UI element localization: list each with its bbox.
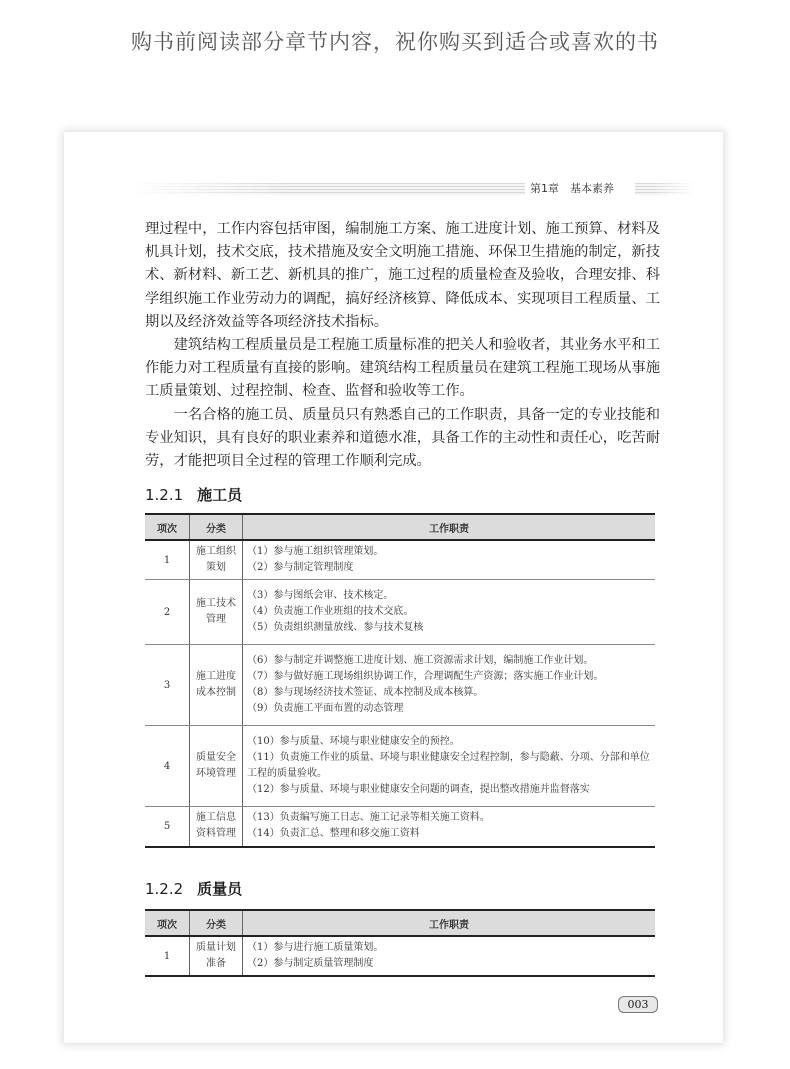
section-number: 1.2.1 [145, 486, 184, 504]
header-stripes-right [635, 183, 695, 195]
duty-item: （1）参与施工组织管理策划。 [247, 546, 384, 557]
duty-item: （13）负责编写施工日志、施工记录等相关施工资料。 [247, 812, 490, 824]
row-index: 5 [145, 807, 190, 847]
row-duties [243, 726, 656, 807]
table-row [145, 540, 655, 580]
quality-inspector-duty-table [145, 909, 655, 977]
duty-item: （2）参与制定质量管理制度 [247, 958, 374, 969]
preview-banner: 购书前阅读部分章节内容，祝你购买到适合或喜欢的书 [131, 30, 659, 54]
row-duties [243, 807, 656, 847]
duty-item: （10）参与质量、环境与职业健康安全的预控。 [247, 736, 460, 747]
column-header: 项次 [145, 910, 190, 936]
row-duties [243, 936, 656, 976]
duty-item: （2）参与制定管理制度 [247, 562, 354, 573]
column-header: 项次 [145, 514, 190, 540]
column-header: 工作职责 [243, 514, 656, 540]
header-stripes-left [130, 183, 525, 195]
row-duties [243, 580, 656, 645]
duty-item: （5）负责组织测量放线、参与技术复核 [247, 622, 424, 633]
page-number: 003 [618, 996, 658, 1013]
duty-item: （8）参与现场经济技术签证、成本控制及成本核算。 [247, 687, 484, 698]
column-header: 分类 [190, 910, 243, 936]
section-title-text: 施工员 [197, 486, 243, 504]
paragraph: 理过程中，工作内容包括审图，编制施工方案、施工进度计划、施工预算、材料及机具计划，技术交底，技术措施及安全文明施工措施、环保卫生措施的制定，新技术、新材料、新工艺、新机具的推广，施工过程的质量检查及验收，合理安排、科学组织施工作业劳动力的调配，搞好经济核算、降低成本、实现项目工程质量、工期以及经济效益等各项经济技术指标。 [145, 221, 660, 330]
paragraph: 建筑结构工程质量员是工程施工质量标准的把关人和验收者，其业务水平和工作能力对工程质量有直接的影响。建筑结构工程质量员在建筑工程施工现场从事施工质量策划、过程控制、检查、监督和验收等工作。 [145, 337, 660, 400]
running-header [130, 180, 656, 198]
table-row [145, 645, 655, 726]
row-category: 施工信息资料管理 [190, 807, 243, 847]
row-index: 3 [145, 645, 190, 726]
construction-worker-duty-table [145, 513, 655, 848]
duty-item: （14）负责汇总、整理和移交施工资料 [247, 828, 420, 840]
section-title-text: 质量员 [197, 880, 243, 898]
row-index: 4 [145, 726, 190, 807]
section-number: 1.2.2 [145, 880, 184, 898]
row-category: 施工组织策划 [190, 540, 243, 580]
section-heading [145, 484, 242, 505]
column-header: 分类 [190, 514, 243, 540]
duty-item: （11）负责施工作业的质量、环境与职业健康安全过程控制，参与隐蔽、分项、分部和单位工程的质量验收。 [247, 752, 650, 779]
table-row [145, 726, 655, 807]
section-heading [145, 878, 242, 899]
row-category: 施工进度成本控制 [190, 645, 243, 726]
table-row [145, 936, 655, 976]
duty-item: （6）参与制定并调整施工进度计划、施工资源需求计划，编制施工作业计划。 [247, 655, 594, 666]
row-duties [243, 540, 656, 580]
duty-item: （3）参与图纸会审、技术核定。 [247, 590, 394, 601]
duty-item: （7）参与做好施工现场组织协调工作，合理调配生产资源；落实施工作业计划。 [247, 671, 604, 682]
table-row [145, 807, 655, 847]
duty-item: （1）参与进行施工质量策划。 [247, 942, 384, 953]
duty-item: （12）参与质量、环境与职业健康安全问题的调查，提出整改措施并监督落实 [247, 784, 590, 795]
row-duties [243, 645, 656, 726]
book-page [64, 132, 723, 1043]
chapter-title: 第1章 基本素养 [530, 182, 614, 195]
row-index: 2 [145, 580, 190, 645]
duty-item: （9）负责施工平面布置的动态管理 [247, 703, 404, 714]
row-category: 质量计划准备 [190, 936, 243, 976]
row-category: 质量安全环境管理 [190, 726, 243, 807]
paragraph: 一名合格的施工员、质量员只有熟悉自己的工作职责，具备一定的专业技能和专业知识，具有良好的职业素养和道德水准，具备工作的主动性和责任心，吃苦耐劳，才能把项目全过程的管理工作顺利完成。 [145, 406, 660, 470]
body-text [145, 218, 660, 473]
column-header: 工作职责 [243, 910, 656, 936]
table-row [145, 580, 655, 645]
row-category: 施工技术管理 [190, 580, 243, 645]
duty-item: （4）负责施工作业班组的技术交底。 [247, 606, 414, 617]
row-index: 1 [145, 540, 190, 580]
row-index: 1 [145, 936, 190, 976]
